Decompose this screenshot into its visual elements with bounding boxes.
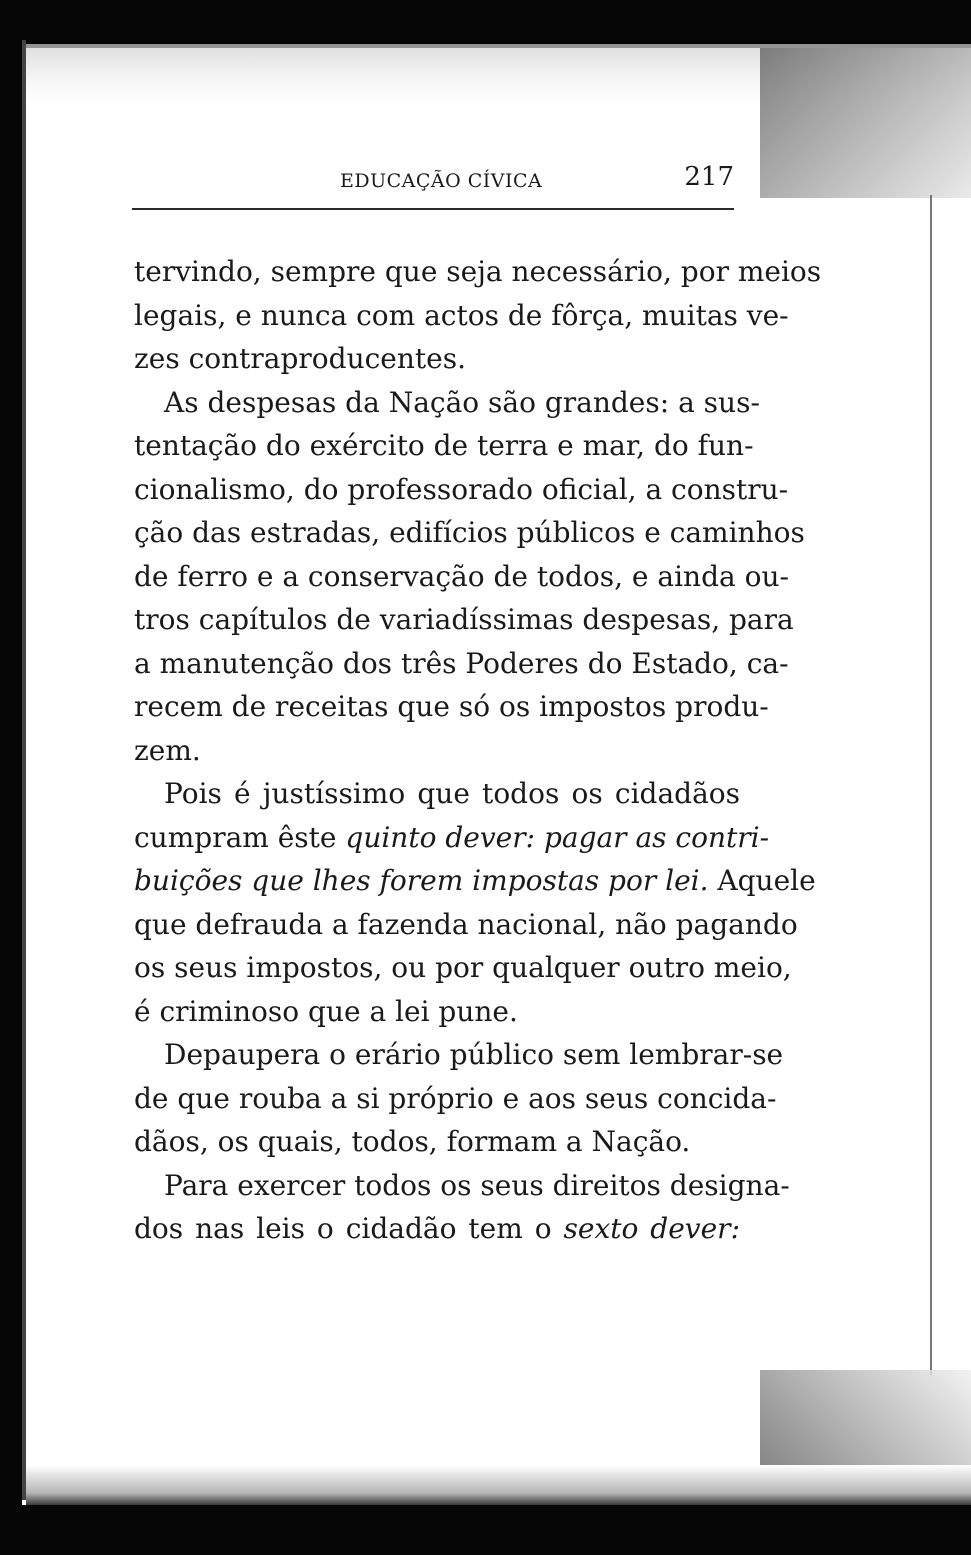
scan-noise-bottom (26, 1465, 971, 1505)
text-line: zes contraproducentes. (134, 342, 466, 375)
page-right-edge (930, 195, 932, 1375)
text-line: cionalismo, do professorado oficial, a constru- (134, 472, 789, 506)
text-line: Depaupera o erário público sem lembrar-se (164, 1038, 784, 1071)
text-line: de que rouba a si próprio e aos seus concida- (134, 1081, 777, 1115)
scan-border-left (0, 0, 22, 1555)
body-text (134, 250, 822, 1251)
text-line: que defrauda a fazenda nacional, não pagando (134, 907, 798, 941)
text-line: legais, e nunca com actos de fôrça, muitas ve- (134, 298, 789, 332)
text-line: recem de receitas que só os impostos produ- (134, 690, 769, 723)
text-line: a manutenção dos três Poderes do Estado, ca- (134, 646, 789, 680)
italic-run: quinto dever: pagar as contri- (345, 820, 770, 854)
text-line (134, 816, 770, 860)
text-run: dos nas leis o cidadão tem o (134, 1212, 564, 1245)
header-divider (132, 208, 734, 210)
text-line: tentação do exército de terra e mar, do fun- (134, 429, 754, 462)
text-line: dãos, os quais, todos, formam a Nação. (134, 1125, 691, 1158)
text-line: de ferro e a conservação de todos, e ainda ou- (134, 559, 789, 593)
text-line: tros capítulos de variadíssimas despesas, para (134, 603, 794, 636)
text-line: zem. (134, 733, 201, 767)
scan-noise-top-right (760, 48, 971, 198)
text-line (134, 859, 816, 903)
scan-border-bottom (0, 1505, 971, 1555)
page-number: 217 (684, 162, 734, 192)
italic-run: sexto dever: (563, 1212, 740, 1245)
scan-border-top (0, 0, 971, 48)
text-line: os seus impostos, ou por qualquer outro meio, (134, 951, 792, 984)
text-run: Aquele (708, 864, 816, 897)
text-line: ção das estradas, edifícios públicos e caminhos (134, 516, 805, 549)
page-header (132, 158, 736, 198)
italic-run: buições que lhes forem impostas por lei. (134, 864, 709, 897)
text-line: Para exercer todos os seus direitos designa- (164, 1168, 790, 1202)
text-line: tervindo, sempre que seja necessário, por meios (134, 255, 822, 288)
text-line (134, 1207, 740, 1251)
running-title: EDUCAÇÃO CÍVICA (340, 170, 543, 192)
page-spine-edge (22, 40, 26, 1500)
text-line: Pois é justíssimo que todos os cidadãos (164, 777, 740, 810)
text-run: cumpram êste (134, 820, 346, 854)
text-line: As despesas da Nação são grandes: a sus- (164, 385, 760, 419)
text-line: é criminoso que a lei pune. (134, 994, 518, 1028)
